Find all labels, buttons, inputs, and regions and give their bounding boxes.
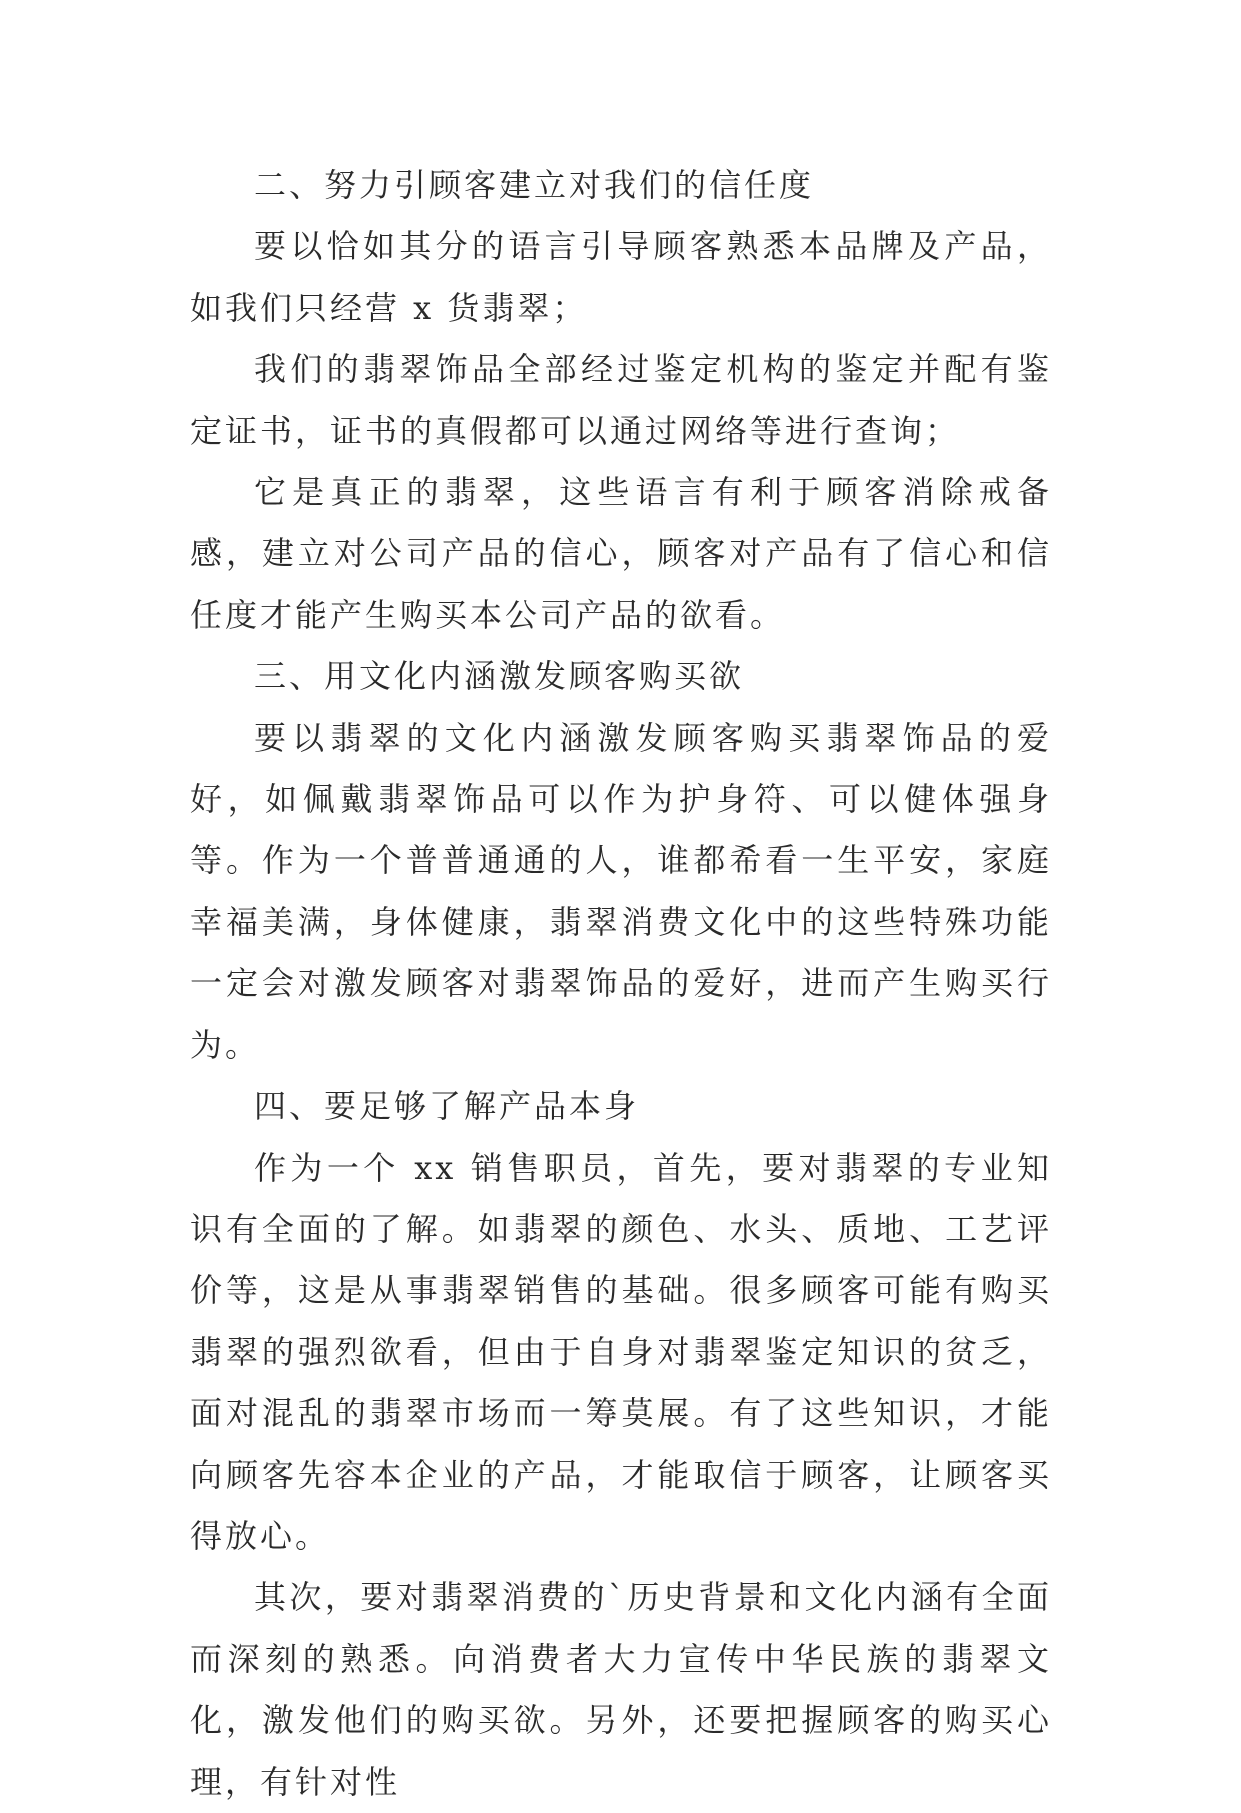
paragraph: 它是真正的翡翠，这些语言有利于顾客消除戒备感，建立对公司产品的信心，顾客对产品有了信心和信任度才能产生购买本公司产品的欲看。: [190, 473, 1052, 634]
paragraph: 要以翡翠的文化内涵激发顾客购买翡翠饰品的爱好，如佩戴翡翠饰品可以作为护身符、可以健体强身等。作为一个普普通通的人，谁都希看一生平安，家庭幸福美满，身体健康，翡翠消费文化中的这些特殊功能一定会对激发顾客对翡翠饰品的爱好，进而产生购买行为。: [190, 718, 1052, 1064]
paragraph: 我们的翡翠饰品全部经过鉴定机构的鉴定并配有鉴定证书，证书的真假都可以通过网络等进行查询；: [190, 350, 1052, 450]
document-body: [190, 155, 1052, 1813]
paragraph: 要以恰如其分的语言引导顾客熟悉本品牌及产品，如我们只经营 x 货翡翠；: [190, 227, 1052, 327]
paragraph: 其次，要对翡翠消费的`历史背景和文化内涵有全面而深刻的熟悉。向消费者大力宣传中华民族的翡翠文化，激发他们的购买欲。另外，还要把握顾客的购买心理，有针对性: [190, 1578, 1052, 1801]
section-heading-3: 三、用文化内涵激发顾客购买欲: [254, 657, 745, 696]
paragraph: 作为一个 xx 销售职员，首先，要对翡翠的专业知识有全面的了解。如翡翠的颜色、水头、质地、工艺评价等，这是从事翡翠销售的基础。很多顾客可能有购买翡翠的强烈欲看，但由于自身对翡翠鉴定知识的贫乏，面对混乱的翡翠市场而一筹莫展。有了这些知识，才能向顾客先容本企业的产品，才能取信于顾客，让顾客买得放心。: [190, 1148, 1052, 1555]
section-heading-2: 二、努力引顾客建立对我们的信任度: [254, 166, 815, 204]
section-heading-4: 四、要足够了解产品本身: [254, 1087, 640, 1126]
